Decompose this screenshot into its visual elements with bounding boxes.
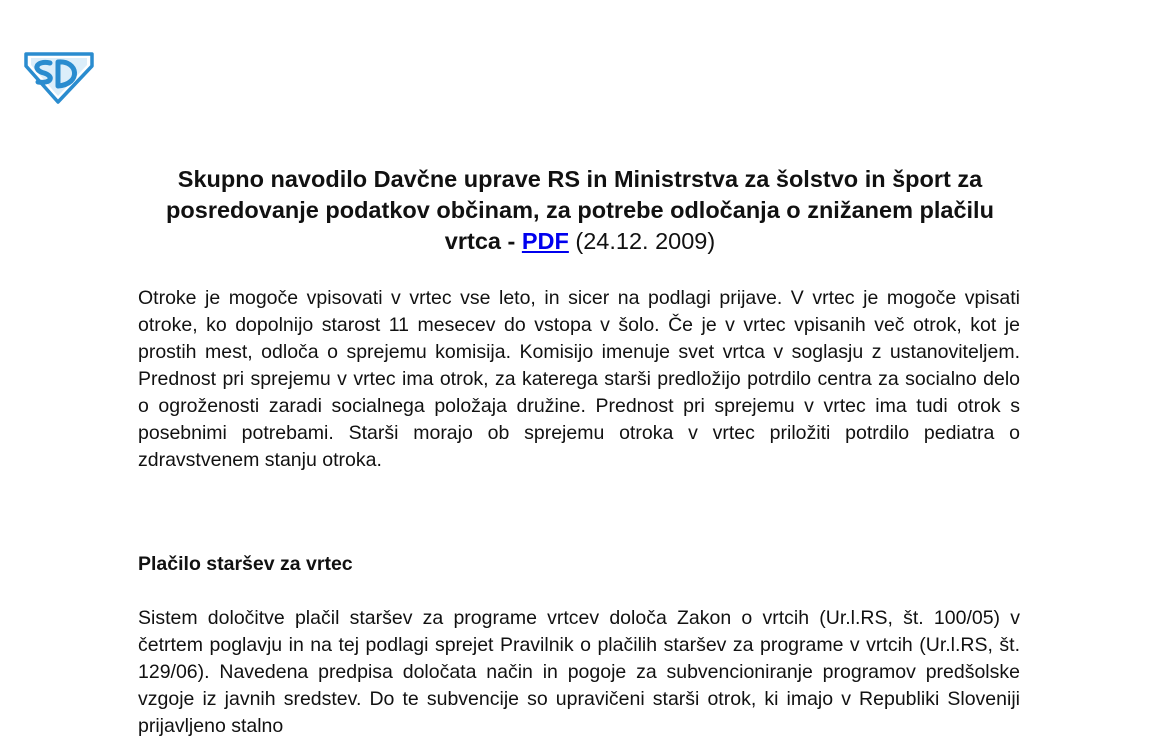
section-heading: Plačilo staršev za vrtec — [138, 553, 353, 575]
logo — [22, 48, 96, 104]
title-date: (24.12. 2009) — [568, 228, 716, 254]
intro-paragraph: Otroke je mogoče vpisovati v vrtec vse leto, in sicer na podlagi prijave. V vrtec je mogoče vpisati otroke, ko dopolnijo starost 11 mesecev do vstopa v šolo. Če je v vrtec vpisanih več otrok, kot je prostih mest, odloča o sprejemu komisija. Komisijo imenuje svet vrtca v soglasju z ustanoviteljem. Prednost pri sprejemu v vrtec ima otrok, za katerega starši predložijo potrdilo centra za socialno delo o ogroženosti zaradi socialnega položaja družine. Prednost pri sprejemu v vrtec ima tudi otrok s posebnimi potrebami. Starši morajo ob sprejemu otroka v vrtec priložiti potrdilo pediatra o zdravstvenem stanju otroka. — [138, 287, 1020, 471]
title-text: Skupno navodilo Davčne uprave RS in Ministrstva za šolstvo in šport za posredovanje podatkov občinam, za potrebe odločanja o znižanem plačilu vrtca - — [166, 166, 994, 254]
pdf-link[interactable]: PDF — [521, 228, 569, 254]
sd-shield-logo-icon — [22, 48, 96, 104]
payment-paragraph: Sistem določitve plačil staršev za programe vrtcev določa Zakon o vrtcih (Ur.l.RS, št. 100/05) v četrtem poglavju in na tej podlagi sprejet Pravilnik o plačilih staršev za programe v vrtcih (Ur.l.RS, št. 129/06). Navedena predpisa določata način in pogoje za subvencioniranje programov predšolske vzgoje iz javnih sredstev. Do te subvencije so upravičeni starši otrok, ki imajo v Republiki Sloveniji prijavljeno stalno — [138, 607, 1020, 737]
page-title — [150, 164, 1010, 257]
